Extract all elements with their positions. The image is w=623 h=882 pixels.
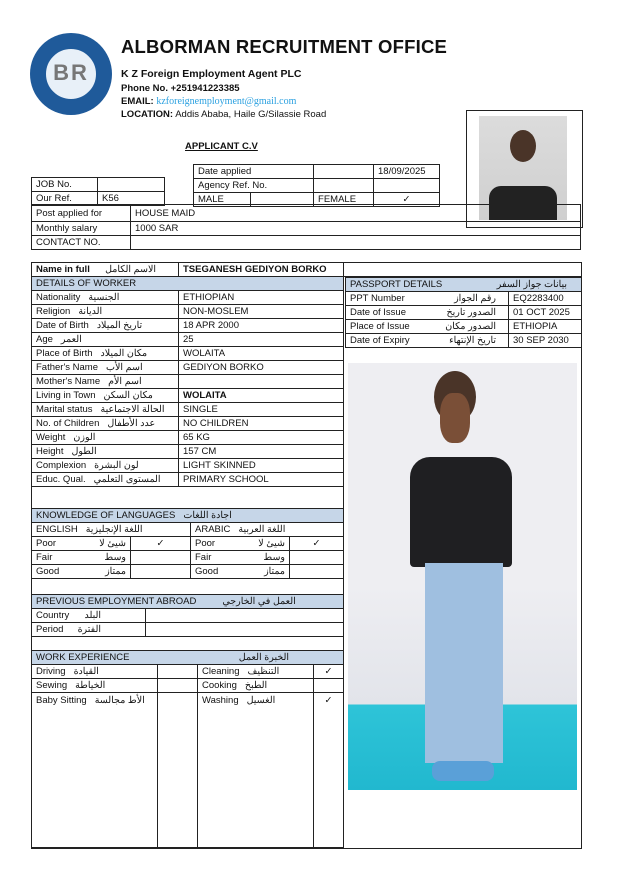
work-check-left (158, 665, 198, 679)
female-label: FEMALE (314, 193, 374, 207)
detail-value: WOLAITA (179, 389, 344, 403)
passport-row (346, 334, 582, 348)
details-header: DETAILS OF WORKER (32, 277, 344, 291)
detail-value: LIGHT SKINNED (179, 459, 344, 473)
detail-row (32, 389, 344, 403)
work-check-right: ✓ (314, 665, 344, 679)
arabic-level-label: Fair وسط (191, 551, 290, 565)
contact-label: CONTACT NO. (32, 236, 131, 250)
detail-label: No. of Children عدد الأطفال (32, 417, 179, 431)
detail-row (32, 333, 344, 347)
location-label: LOCATION: (121, 109, 174, 120)
work-skill-right: Cleaning التنظيف (198, 665, 314, 679)
agency-ref-label: Agency Ref. No. (194, 179, 314, 193)
agency-ref-value (374, 179, 440, 193)
work-check-right (314, 679, 344, 693)
date-applied-label: Date applied (194, 165, 314, 179)
email-label: EMAIL: (121, 96, 154, 107)
detail-value (179, 375, 344, 389)
location-value: Addis Ababa, Haile G/Silassie Road (175, 109, 327, 120)
work-row (32, 679, 344, 693)
languages-header: KNOWLEDGE OF LANGUAGES اجادة اللغات (32, 509, 344, 523)
work-skill-right: Washing الغسيل (198, 693, 314, 848)
company-phone: Phone No. +251941223385 (121, 83, 240, 94)
detail-row (32, 417, 344, 431)
detail-value: PRIMARY SCHOOL (179, 473, 344, 487)
document-title: APPLICANT C.V (185, 141, 258, 152)
detail-row (32, 347, 344, 361)
name-label: Name in full الاسم الكامل (32, 263, 179, 277)
work-skill-left: Sewing الخياطة (32, 679, 158, 693)
detail-value: WOLAITA (179, 347, 344, 361)
job-no-value (98, 178, 165, 192)
detail-label: Height الطول (32, 445, 179, 459)
detail-row (32, 473, 344, 487)
passport-value: 30 SEP 2030 (509, 334, 582, 348)
salary-label: Monthly salary (32, 222, 131, 236)
english-level-check (131, 551, 191, 565)
arabic-label: ARABIC اللغة العربية (191, 523, 344, 537)
english-level-label: Good ممتاز (32, 565, 131, 579)
languages-table (31, 508, 344, 579)
passport-value: EQ2283400 (509, 292, 582, 306)
detail-row (32, 431, 344, 445)
passport-header: PASSPORT DETAILS بيانات جواز السفر (346, 278, 582, 292)
work-row (32, 693, 344, 848)
detail-value: 65 KG (179, 431, 344, 445)
detail-row (32, 305, 344, 319)
passport-row (346, 306, 582, 320)
work-experience-table (31, 650, 344, 848)
detail-value: 25 (179, 333, 344, 347)
reference-table (31, 177, 165, 206)
detail-row (32, 375, 344, 389)
work-check-left (158, 693, 198, 848)
english-label: ENGLISH اللغة الإنجليزية (32, 523, 191, 537)
job-no-label: JOB No. (32, 178, 98, 192)
english-level-check (131, 565, 191, 579)
detail-label: Living in Town مكان السكن (32, 389, 179, 403)
period-value (146, 623, 344, 637)
company-location (121, 109, 326, 120)
language-level-row (32, 551, 344, 565)
detail-label: Nationality الجنسية (32, 291, 179, 305)
detail-row (32, 319, 344, 333)
country-label: Country البلد (32, 609, 146, 623)
detail-value: SINGLE (179, 403, 344, 417)
email-link[interactable]: kzforeignemployment@gmail.com (156, 96, 297, 107)
passport-label: Date of Issue الصدور تاريخ (346, 306, 509, 320)
name-value: TSEGANESH GEDIYON BORKO (179, 263, 344, 277)
logo-initials: BR (53, 60, 89, 85)
applicant-photo-full (348, 363, 577, 790)
post-value: HOUSE MAID (131, 205, 581, 222)
detail-label: Date of Birth تاريخ الميلاد (32, 319, 179, 333)
detail-value: GEDIYON BORKO (179, 361, 344, 375)
salary-value: 1000 SAR (131, 222, 581, 236)
details-table (31, 262, 344, 487)
detail-value: 18 APR 2000 (179, 319, 344, 333)
previous-employment-table (31, 594, 344, 637)
company-logo (30, 33, 112, 115)
contact-value (131, 236, 581, 250)
our-ref-value: K56 (98, 192, 165, 206)
detail-label: Weight الوزن (32, 431, 179, 445)
arabic-level-label: Good ممتاز (191, 565, 290, 579)
passport-label: Place of Issue الصدور مكان (346, 320, 509, 334)
detail-value: ETHIOPIAN (179, 291, 344, 305)
company-subtitle: K Z Foreign Employment Agent PLC (121, 68, 302, 80)
detail-label: Mother's Name اسم الأم (32, 375, 179, 389)
detail-value: NON-MOSLEM (179, 305, 344, 319)
company-email (121, 96, 296, 107)
work-skill-left: Driving القيادة (32, 665, 158, 679)
application-info-table (193, 164, 440, 207)
detail-row (32, 403, 344, 417)
english-level-check: ✓ (131, 537, 191, 551)
passport-label: Date of Expiry تاريخ الإنتهاء (346, 334, 509, 348)
passport-row (346, 320, 582, 334)
work-check-left (158, 679, 198, 693)
detail-label: Marital status الحالة الاجتماعية (32, 403, 179, 417)
detail-row (32, 459, 344, 473)
language-level-row (32, 537, 344, 551)
our-ref-label: Our Ref. (32, 192, 98, 206)
detail-label: Father's Name اسم الأب (32, 361, 179, 375)
detail-label: Age العمر (32, 333, 179, 347)
detail-label: Religion الديانة (32, 305, 179, 319)
language-level-row (32, 565, 344, 579)
applicant-photo-full-frame (348, 363, 577, 790)
english-level-label: Poor شيئ لا (32, 537, 131, 551)
passport-table (345, 277, 582, 348)
work-check-right: ✓ (314, 693, 344, 848)
company-title: ALBORMAN RECRUITMENT OFFICE (121, 36, 448, 57)
work-skill-right: Cooking الطبخ (198, 679, 314, 693)
arabic-level-label: Poor شيئ لا (191, 537, 290, 551)
detail-label: Place of Birth مكان الميلاد (32, 347, 179, 361)
detail-row (32, 361, 344, 375)
arabic-level-check: ✓ (290, 537, 344, 551)
country-value (146, 609, 344, 623)
detail-label: Complexion لون البشرة (32, 459, 179, 473)
passport-value: 01 OCT 2025 (509, 306, 582, 320)
detail-value: 157 CM (179, 445, 344, 459)
previous-header: PREVIOUS EMPLOYMENT ABROAD العمل في الخارجي (32, 595, 344, 609)
work-skill-left: Baby Sitting الأط مجالسة (32, 693, 158, 848)
period-label: Period الفترة (32, 623, 146, 637)
post-table (31, 204, 581, 250)
arabic-level-check (290, 551, 344, 565)
detail-row (32, 445, 344, 459)
work-row (32, 665, 344, 679)
female-check: ✓ (374, 193, 440, 207)
passport-row (346, 292, 582, 306)
arabic-level-check (290, 565, 344, 579)
passport-value: ETHIOPIA (509, 320, 582, 334)
work-header: WORK EXPERIENCE الخبرة العمل (32, 651, 344, 665)
post-label: Post applied for (32, 205, 131, 222)
male-label: MALE (194, 193, 251, 207)
detail-label: Educ. Qual. المستوى التعلمي (32, 473, 179, 487)
date-applied-value: 18/09/2025 (374, 165, 440, 179)
detail-row (32, 291, 344, 305)
passport-label: PPT Number رقم الجواز (346, 292, 509, 306)
detail-value: NO CHILDREN (179, 417, 344, 431)
english-level-label: Fair وسط (32, 551, 131, 565)
